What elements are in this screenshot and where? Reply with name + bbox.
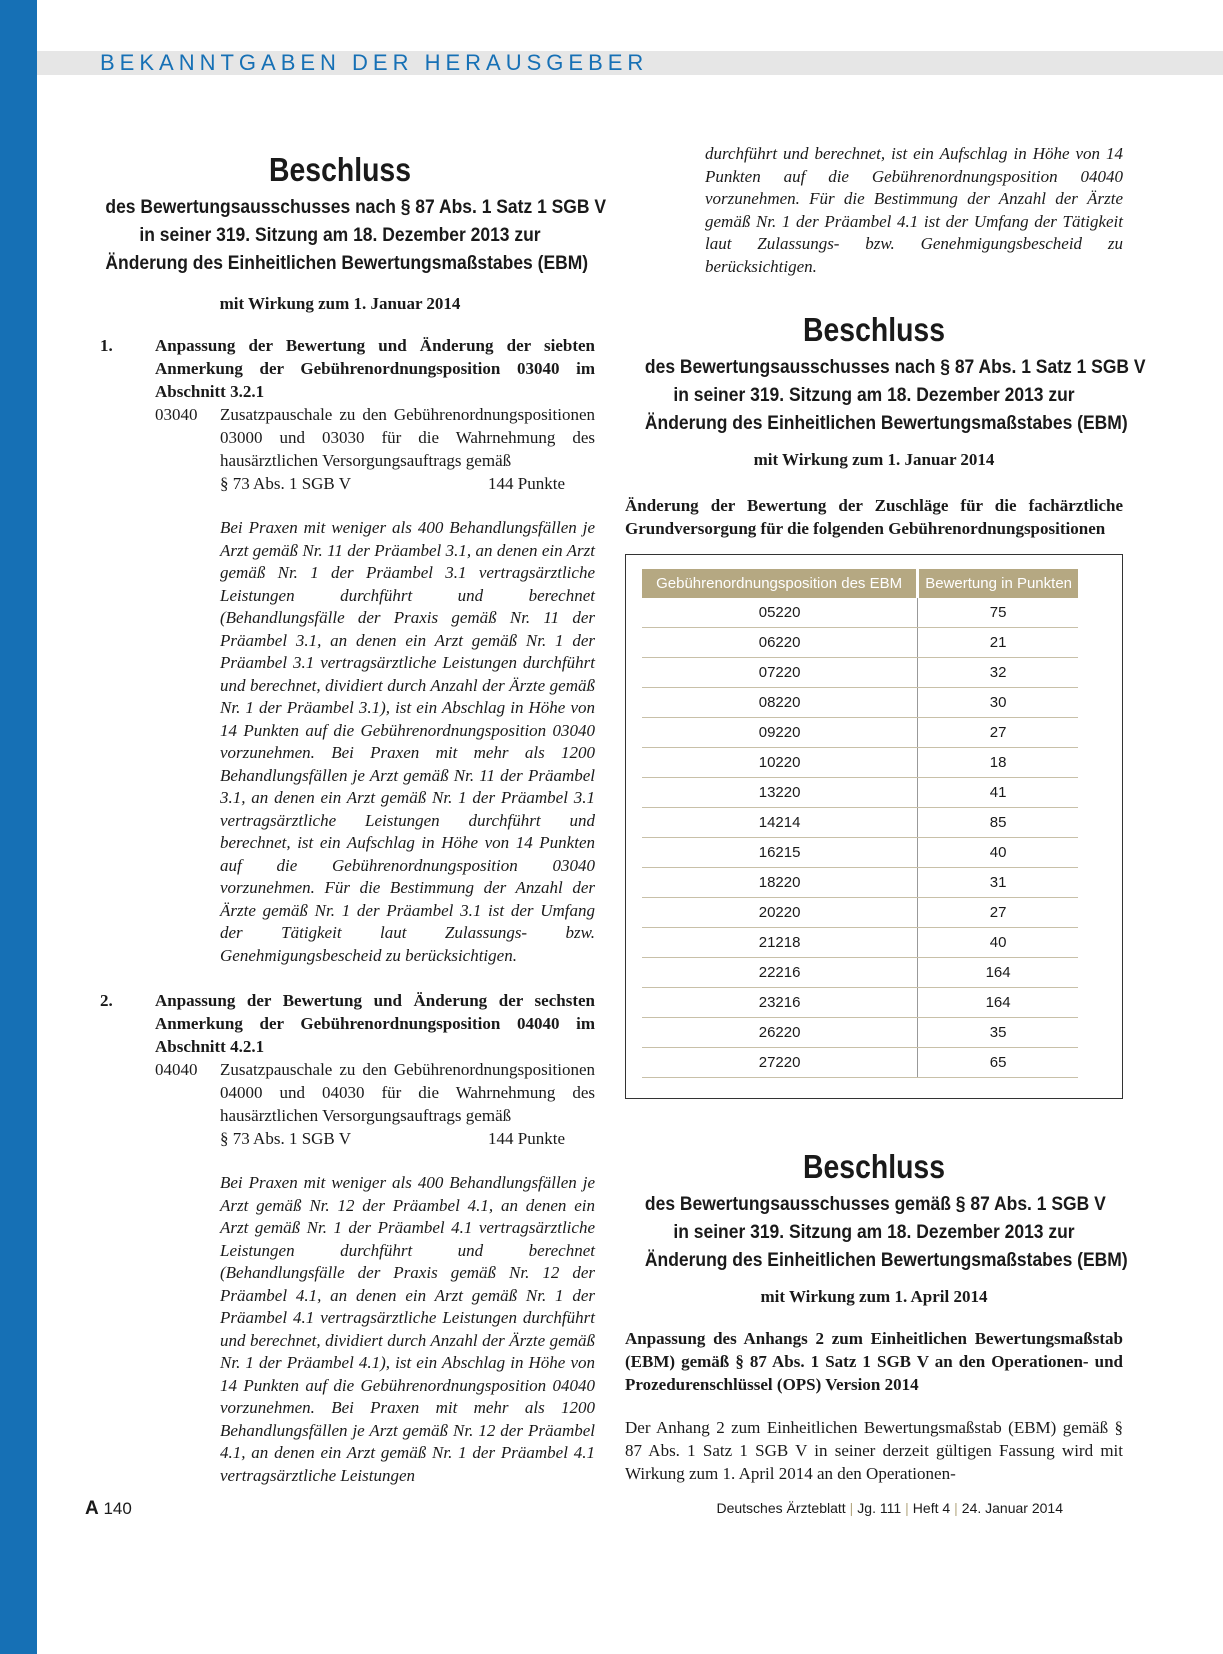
table-cell-position: 08220	[642, 688, 918, 718]
resolution-3-title: Beschluss	[803, 1148, 945, 1185]
item-heading: Anpassung der Bewertung und Änderung der sechsten Anmerkung der Gebührenordnungsposition 04040 im Abschnitt 4.2.1	[155, 991, 595, 1056]
table-body	[642, 598, 1078, 1078]
table-cell-points: 164	[918, 958, 1078, 988]
ebm-table-box	[625, 554, 1123, 1099]
table-row	[642, 688, 1078, 718]
table-cell-position: 27220	[642, 1048, 918, 1078]
table-header-position: Gebührenordnungsposition des EBM	[642, 569, 918, 598]
table-row	[642, 1018, 1078, 1048]
resolution-2-intro: Änderung der Bewertung der Zuschläge für die fachärztliche Grundversorgung für die folgenden Gebührenordnungspositionen	[625, 496, 1123, 538]
fee-position	[155, 403, 595, 495]
table-header-row	[642, 569, 1078, 598]
table-cell-points: 18	[918, 748, 1078, 778]
page-number-value: 140	[103, 1499, 132, 1518]
table-row	[642, 658, 1078, 688]
footer-separator: |	[954, 1500, 958, 1516]
fee-points: 144 Punkte	[488, 474, 565, 493]
table-row	[642, 838, 1078, 868]
journal-info	[716, 1500, 1063, 1516]
table-cell-position: 14214	[642, 808, 918, 838]
amendment-item-2	[85, 989, 595, 1487]
fee-description: Zusatzpauschale zu den Gebührenordnungspositionen 04000 und 04030 für die Wahrnehmung des hausärztlichen Versorgungsauftrags gemäß	[220, 1060, 595, 1125]
resolution-2-subtitle-line: Änderung des Einheitlichen Bewertungsmaßstabes (EBM)	[644, 413, 1128, 434]
table-cell-position: 09220	[642, 718, 918, 748]
table-cell-position: 10220	[642, 748, 918, 778]
table-cell-points: 41	[918, 778, 1078, 808]
resolution-3-subtitle-line: des Bewertungsausschusses gemäß § 87 Abs. 1 SGB V	[644, 1194, 1106, 1215]
table-cell-position: 23216	[642, 988, 918, 1018]
table-row	[642, 748, 1078, 778]
journal-volume: Jg. 111	[857, 1500, 902, 1516]
page-number	[85, 1498, 132, 1520]
table-row	[642, 898, 1078, 928]
table-cell-position: 22216	[642, 958, 918, 988]
table-cell-points: 31	[918, 868, 1078, 898]
table-header-points: Bewertung in Punkten	[918, 569, 1078, 598]
table-cell-position: 20220	[642, 898, 918, 928]
amendment-item-1	[85, 334, 595, 967]
table-cell-position: 18220	[642, 868, 918, 898]
table-row	[642, 778, 1078, 808]
footer-separator: |	[905, 1500, 909, 1516]
fee-points: 144 Punkte	[488, 1129, 565, 1148]
resolution-2-subtitle-line: des Bewertungsausschusses nach § 87 Abs. 1 Satz 1 SGB V	[644, 357, 1146, 378]
fee-code: 03040	[155, 405, 198, 424]
table-cell-points: 27	[918, 898, 1078, 928]
table-cell-points: 40	[918, 928, 1078, 958]
table-row	[642, 958, 1078, 988]
resolution-1-subtitle-line: in seiner 319. Sitzung am 18. Dezember 2013 zur	[139, 225, 541, 246]
table-cell-position: 05220	[642, 598, 918, 628]
table-row	[642, 718, 1078, 748]
table-cell-position: 07220	[642, 658, 918, 688]
resolution-2-subtitle-line: in seiner 319. Sitzung am 18. Dezember 2013 zur	[673, 385, 1075, 406]
table-cell-points: 85	[918, 808, 1078, 838]
resolution-3-subtitle-line: Änderung des Einheitlichen Bewertungsmaßstabes (EBM)	[644, 1250, 1128, 1271]
table-cell-points: 40	[918, 838, 1078, 868]
table-cell-position: 21218	[642, 928, 918, 958]
table-cell-points: 30	[918, 688, 1078, 718]
resolution-3-body: Der Anhang 2 zum Einheitlichen Bewertungsmaßstab (EBM) gemäß § 87 Abs. 1 Satz 1 SGB V in seiner derzeit gültigen Fassung wird mit Wirkung zum 1. April 2014 an den Operationen-	[625, 1418, 1123, 1483]
resolution-3-effective: mit Wirkung zum 1. April 2014	[760, 1287, 988, 1306]
item-heading: Anpassung der Bewertung und Änderung der siebten Anmerkung der Gebührenordnungsposition 03040 im Abschnitt 3.2.1	[155, 336, 595, 401]
journal-issue: Heft 4	[912, 1500, 951, 1516]
resolution-3-subtitle-line: in seiner 319. Sitzung am 18. Dezember 2013 zur	[673, 1222, 1075, 1243]
resolution-2	[625, 310, 1146, 1099]
left-column	[85, 150, 607, 1487]
table-row	[642, 628, 1078, 658]
fee-legal-ref: § 73 Abs. 1 SGB V	[220, 474, 351, 493]
fee-description: Zusatzpauschale zu den Gebührenordnungspositionen 03000 und 03030 für die Wahrnehmung des hausärztlichen Versorgungsauftrags gemäß	[220, 405, 595, 470]
resolution-1-subtitle	[105, 194, 607, 278]
fee-annotation: Bei Praxen mit weniger als 400 Behandlungsfällen je Arzt gemäß Nr. 12 der Präambel 4.1, an denen ein Arzt gemäß Nr. 1 der Präambel 4.1 vertragsärztliche Leistungen durchführt und berechnet (Behandlungsfälle der Praxis gemäß Nr. 12 der Präambel 4.1, an denen ein Arzt gemäß Nr. 1 der Präambel 4.1 vertragsärztliche Leistungen durchführt und berechnet, dividiert durch Anzahl der Ärzte gemäß Nr. 1 der Präambel 4.1), ist ein Abschlag in Höhe von 14 Punkten auf die Gebührenordnungsposition 04040 vorzunehmen. Bei Praxen mit mehr als 1200 Behandlungsfällen je Arzt gemäß Nr. 12 der Präambel 4.1, an denen ein Arzt gemäß Nr. 1 der Präambel 4.1 vertragsärztliche Leistungen	[220, 1173, 595, 1485]
table-row	[642, 808, 1078, 838]
table-cell-points: 75	[918, 598, 1078, 628]
fee-code: 04040	[155, 1060, 198, 1079]
table-row	[642, 928, 1078, 958]
item-number: 1.	[100, 336, 113, 355]
fee-points-line	[220, 1127, 595, 1150]
table-cell-position: 06220	[642, 628, 918, 658]
left-accent-bar	[0, 0, 37, 1654]
table-cell-points: 35	[918, 1018, 1078, 1048]
fee-annotation: Bei Praxen mit weniger als 400 Behandlungsfällen je Arzt gemäß Nr. 11 der Präambel 3.1, an denen ein Arzt gemäß Nr. 1 der Präambel 3.1 vertragsärztliche Leistungen durchführt und berechnet (Behandlungsfälle der Praxis gemäß Nr. 11 der Präambel 3.1, an denen ein Arzt gemäß Nr. 1 der Präambel 3.1 vertragsärztliche Leistungen durchführt und berechnet, dividiert durch Anzahl der Ärzte gemäß Nr. 1 der Präambel 3.1), ist ein Abschlag in Höhe von 14 Punkten auf die Gebührenordnungsposition 03040 vorzunehmen. Bei Praxen mit mehr als 1200 Behandlungsfällen je Arzt gemäß Nr. 11 der Präambel 3.1, an denen ein Arzt gemäß Nr. 1 der Präambel 3.1 vertragsärztliche Leistungen durchführt und berechnet, ist ein Aufschlag in Höhe von 14 Punkten auf die Gebührenordnungsposition 03040 vorzunehmen. Für die Bestimmung der Anzahl der Ärzte gemäß Nr. 1 der Präambel 3.1 ist der Umfang der Tätigkeit laut Zulassungs- bzw. Genehmigungsbescheid zu berücksichtigen.	[220, 518, 595, 965]
resolution-1-effective: mit Wirkung zum 1. Januar 2014	[219, 294, 461, 313]
section-title: BEKANNTGABEN DER HERAUSGEBER	[100, 50, 649, 75]
resolution-1-subtitle-line: Änderung des Einheitlichen Bewertungsmaßstabes (EBM)	[105, 253, 589, 274]
resolution-1	[85, 150, 607, 1487]
fee-legal-ref: § 73 Abs. 1 SGB V	[220, 1129, 351, 1148]
table-row	[642, 868, 1078, 898]
table-row	[642, 598, 1078, 628]
ebm-table	[642, 569, 1078, 1078]
resolution-3	[625, 1147, 1128, 1485]
table-cell-points: 21	[918, 628, 1078, 658]
resolution-2-subtitle	[644, 354, 1146, 438]
right-column	[625, 144, 1146, 1485]
footer-separator: |	[849, 1500, 854, 1516]
fee-points-line	[220, 472, 595, 495]
table-cell-position: 16215	[642, 838, 918, 868]
resolution-2-effective: mit Wirkung zum 1. Januar 2014	[753, 450, 995, 469]
journal-name: Deutsches Ärzteblatt	[716, 1500, 846, 1516]
table-cell-position: 26220	[642, 1018, 918, 1048]
table-cell-points: 32	[918, 658, 1078, 688]
journal-date: 24. Januar 2014	[961, 1500, 1063, 1516]
annotation-continuation: durchführt und berechnet, ist ein Aufschlag in Höhe von 14 Punkten auf die Gebührenordnungsposition 04040 vorzunehmen. Für die Bestimmung der Anzahl der Ärzte gemäß Nr. 1 der Präambel 4.1 ist der Umfang der Tätigkeit laut Zulassungs- bzw. Genehmigungsbescheid zu berücksichtigen.	[705, 144, 1123, 276]
resolution-3-heading: Anpassung des Anhangs 2 zum Einheitlichen Bewertungsmaßstab (EBM) gemäß § 87 Abs. 1 Satz 1 SGB V an den Operationen- und Prozedurenschlüssel (OPS) Version 2014	[625, 1329, 1123, 1394]
fee-position	[155, 1058, 595, 1150]
item-number: 2.	[100, 991, 113, 1010]
table-cell-position: 13220	[642, 778, 918, 808]
table-cell-points: 164	[918, 988, 1078, 1018]
table-row	[642, 1048, 1078, 1078]
resolution-2-title: Beschluss	[803, 311, 945, 348]
resolution-3-subtitle	[644, 1191, 1128, 1275]
table-cell-points: 27	[918, 718, 1078, 748]
resolution-1-title: Beschluss	[269, 151, 411, 188]
table-cell-points: 65	[918, 1048, 1078, 1078]
resolution-1-subtitle-line: des Bewertungsausschusses nach § 87 Abs. 1 Satz 1 SGB V	[105, 197, 607, 218]
page-prefix: A	[85, 1498, 99, 1519]
table-row	[642, 988, 1078, 1018]
